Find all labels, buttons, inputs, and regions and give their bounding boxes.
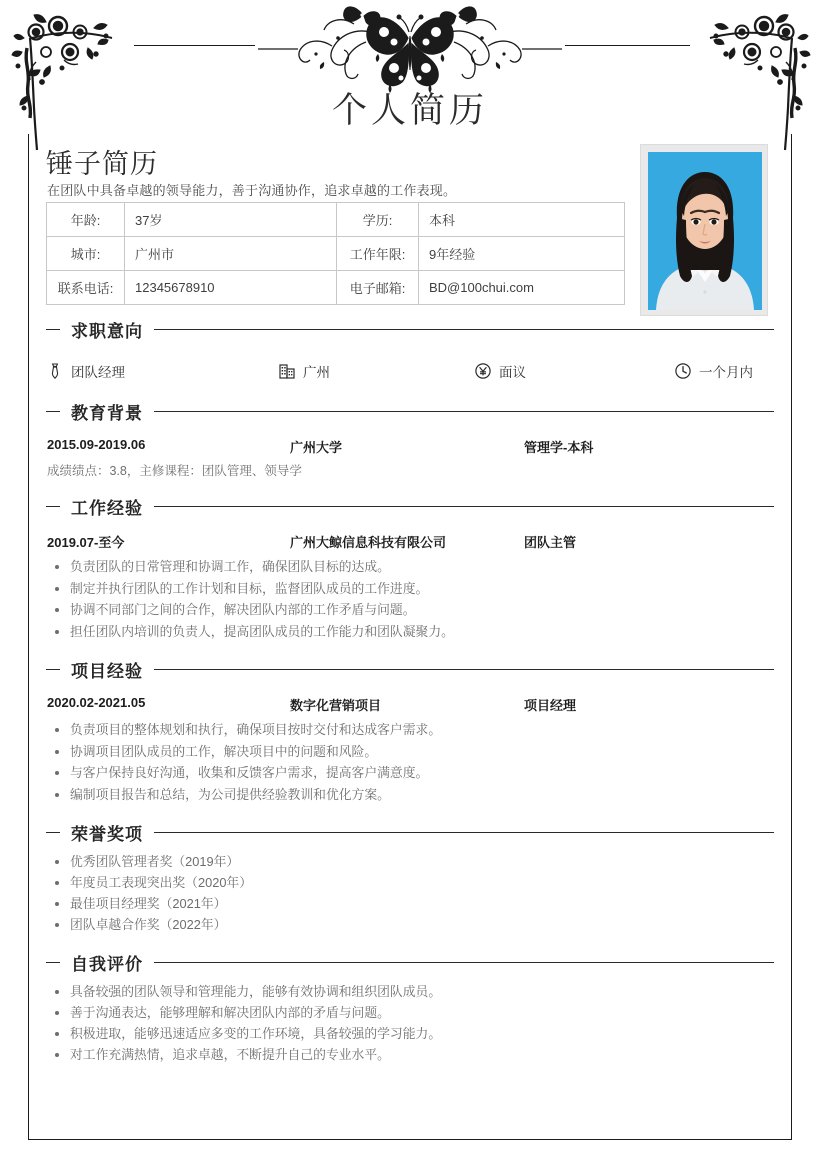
self-evaluation-bullet-list [46,981,774,1065]
intention-availability [674,361,753,381]
section-self-evaluation [46,947,774,1065]
work-bullet-list [46,556,774,642]
portrait-photo [648,152,762,310]
section-dash [46,411,60,412]
section-title: 求职意向 [71,321,143,341]
education-entry-header [46,430,774,459]
intention-salary-label: 面议 [499,365,526,380]
candidate-tagline: 在团队中具备卓越的领导能力，善于沟通协作，追求卓越的工作表现。 [47,183,457,198]
list-item: 优秀团队管理者奖（2019年） [46,851,774,872]
avatar [640,144,768,316]
list-item: 编制项目报告和总结，为公司提供经验教训和优化方案。 [46,784,774,806]
job-intention-row [46,348,774,390]
section-dash [46,962,60,963]
list-item: 协调不同部门之间的合作，解决团队内部的工作矛盾与问题。 [46,599,774,621]
section-rule [154,832,774,833]
intention-position-label: 团队经理 [71,365,125,380]
honors-bullet-list [46,851,774,935]
info-label-email: 电子邮箱: [337,271,419,305]
education-detail: 成绩绩点：3.8，主修课程：团队管理、领导学 [47,464,302,478]
info-label-experience: 工作年限: [337,237,419,271]
section-dash [46,832,60,833]
list-item: 与客户保持良好沟通，收集和反馈客户需求，提高客户满意度。 [46,762,774,784]
table-row [47,203,625,237]
spacer [46,642,774,648]
intention-city-label: 广州 [303,365,330,380]
clock-icon [674,362,692,380]
necktie-icon [46,362,64,380]
header-block [46,140,774,308]
section-dash [46,506,60,507]
work-role: 团队主管 [524,535,577,550]
section-header [46,947,774,977]
info-label-city: 城市: [47,237,125,271]
intention-salary [474,361,674,381]
section-header [46,314,774,344]
list-item: 协调项目团队成员的工作，解决项目中的问题和风险。 [46,741,774,763]
info-value-phone: 12345678910 [125,271,337,305]
table-row [47,271,625,305]
section-title: 工作经验 [71,498,143,518]
section-job-intention [46,314,774,390]
info-value-experience: 9年经验 [419,237,625,271]
section-rule [154,411,774,412]
section-title: 项目经验 [71,661,143,681]
project-entry-header [46,688,774,717]
section-header [46,654,774,684]
education-major: 管理学-本科 [524,440,594,455]
education-date: 2015.09-2019.06 [47,437,146,452]
section-education [46,396,774,479]
section-title: 自我评价 [71,954,143,974]
education-school: 广州大学 [290,440,343,455]
building-icon [278,362,296,380]
info-value-email: BD@100chui.com [419,271,625,305]
section-dash [46,329,60,330]
section-work-experience [46,491,774,642]
list-item: 最佳项目经理奖（2021年） [46,893,774,914]
spacer [46,479,774,485]
portrait-illustration [648,152,762,310]
section-dash [46,669,60,670]
yen-circle-icon [474,362,492,380]
project-date: 2020.02-2021.05 [47,695,146,710]
spacer [46,935,774,941]
info-label-age: 年龄: [47,203,125,237]
project-name: 数字化营销项目 [290,698,382,713]
intention-city [278,361,474,381]
section-rule [154,329,774,330]
info-value-education: 本科 [419,203,625,237]
project-bullet-list [46,719,774,805]
personal-info-table [46,202,625,305]
list-item: 负责团队的日常管理和协调工作，确保团队目标的达成。 [46,556,774,578]
section-rule [154,506,774,507]
list-item: 具备较强的团队领导和管理能力，能够有效协调和组织团队成员。 [46,981,774,1002]
intention-position [46,361,278,381]
section-header [46,817,774,847]
work-date: 2019.07-至今 [47,535,125,550]
section-rule [154,962,774,963]
info-value-city: 广州市 [125,237,337,271]
spacer [46,805,774,811]
list-item: 担任团队内培训的负责人，提高团队成员的工作能力和团队凝聚力。 [46,621,774,643]
section-project-experience [46,654,774,805]
list-item: 团队卓越合作奖（2022年） [46,914,774,935]
section-header [46,491,774,521]
section-title: 荣誉奖项 [71,824,143,844]
info-label-phone: 联系电话: [47,271,125,305]
info-label-education: 学历: [337,203,419,237]
work-entry-header [46,525,774,554]
section-title: 教育背景 [71,403,143,423]
list-item: 积极进取，能够迅速适应多变的工作环境，具备较强的学习能力。 [46,1023,774,1044]
resume-content [46,140,774,1065]
table-row [47,237,625,271]
intention-availability-label: 一个月内 [699,365,753,380]
list-item: 善于沟通表达，能够理解和解决团队内部的矛盾与问题。 [46,1002,774,1023]
section-rule [154,669,774,670]
section-honors [46,817,774,935]
list-item: 负责项目的整体规划和执行，确保项目按时交付和达成客户需求。 [46,719,774,741]
info-value-age: 37岁 [125,203,337,237]
list-item: 制定并执行团队的工作计划和目标，监督团队成员的工作进度。 [46,578,774,600]
page-title: 个人简历 [331,91,488,130]
list-item: 对工作充满热情，追求卓越，不断提升自己的专业水平。 [46,1044,774,1065]
candidate-name: 锤子简历 [46,149,158,179]
list-item: 年度员工表现突出奖（2020年） [46,872,774,893]
project-role: 项目经理 [524,698,577,713]
work-company: 广州大鲸信息科技有限公司 [290,535,447,550]
section-header [46,396,774,426]
